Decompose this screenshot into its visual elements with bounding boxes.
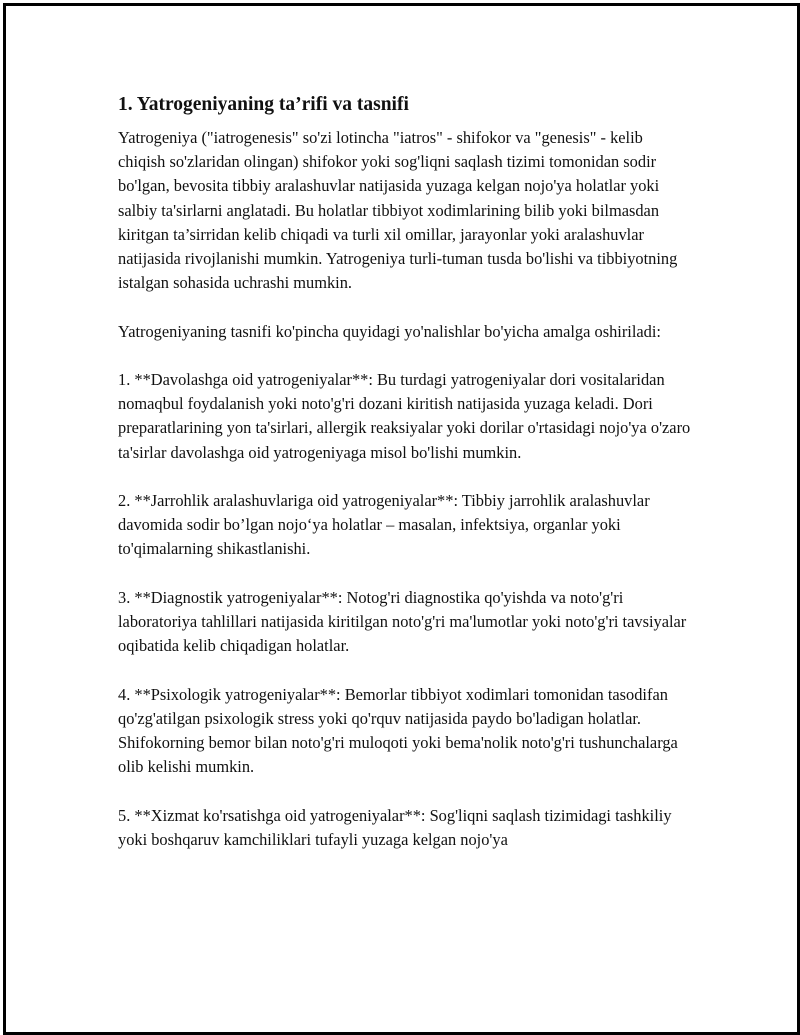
list-item-surgical: 2. **Jarrohlik aralashuvlariga oid yatrogeniyalar**: Tibbiy jarrohlik aralashuvlar davomida sodir bo’lgan nojo‘ya holatlar – masalan, infektsiya, organlar yoki to'qimalarning shikastlanishi. [118, 491, 650, 559]
document-body [118, 92, 692, 876]
list-item-treatment: 1. **Davolashga oid yatrogeniyalar**: Bu turdagi yatrogeniyalar dori vositalaridan nomaqbul foydalanish yoki noto'g'ri dozani kiritish natijasida yuzaga keladi. Dori preparatlarining yon ta'sirlari, allergik reaksiyalar yoki dorilar o'rtasidagi nojo'ya o'zaro ta'sirlar davolashga oid yatrogeniyaga misol bo'lishi mumkin. [118, 370, 691, 462]
list-item-psychological: 4. **Psixologik yatrogeniyalar**: Bemorlar tibbiyot xodimlari tomonidan tasodifan qo'zg'atilgan psixologik stress yoki qo'rquv natijasida paydo bo'ladigan holatlar. Shifokorning bemor bilan noto'g'ri muloqoti yoki bema'nolik noto'g'ri tushunchalarga olib kelishi mumkin. [118, 684, 678, 777]
paragraph-definition: Yatrogeniya ("iatrogenesis" so'zi lotincha "iatros" - shifokor va "genesis" - kelib chiqish so'zlaridan olingan) shifokor yoki sog'liqni saqlash tizimi tomonidan sodir bo'lgan, bevosita tibbiy aralashuvlar natijasida yuzaga kelgan nojo'ya holatlar yoki salbiy ta'sirlarni anglatadi. Bu holatlar tibbiyot xodimlarining bilib yoki bilmasdan kiritgan ta’sirridan kelib chiqadi va turli xil omillar, jarayonlar yoki aralashuvlar natijasida rivojlanishi mumkin. Yatrogeniya turli-tuman tusda bo'lishi va tibbiyotning istalgan sohasida uchrashi mumkin. [118, 128, 678, 293]
list-item-diagnostic: 3. **Diagnostik yatrogeniyalar**: Notog'ri diagnostika qo'yishda va noto'g'ri laboratoriya tahlillari natijasida kiritilgan noto'g'ri ma'lumotlar yoki noto'g'ri tavsiyalar oqibatida kelib chiqadigan holatlar. [118, 587, 687, 656]
paragraph-classification-intro: Yatrogeniyaning tasnifi ko'pincha quyidagi yo'nalishlar bo'yicha amalga oshiriladi: [118, 321, 661, 341]
section-heading: 1. Yatrogeniyaning ta’rifi va tasnifi [118, 94, 409, 115]
list-item-service: 5. **Xizmat ko'rsatishga oid yatrogeniyalar**: Sog'liqni saqlash tizimidagi tashkiliy yoki boshqaruv kamchiliklari tufayli yuzaga kelgan nojo'ya [118, 805, 672, 849]
